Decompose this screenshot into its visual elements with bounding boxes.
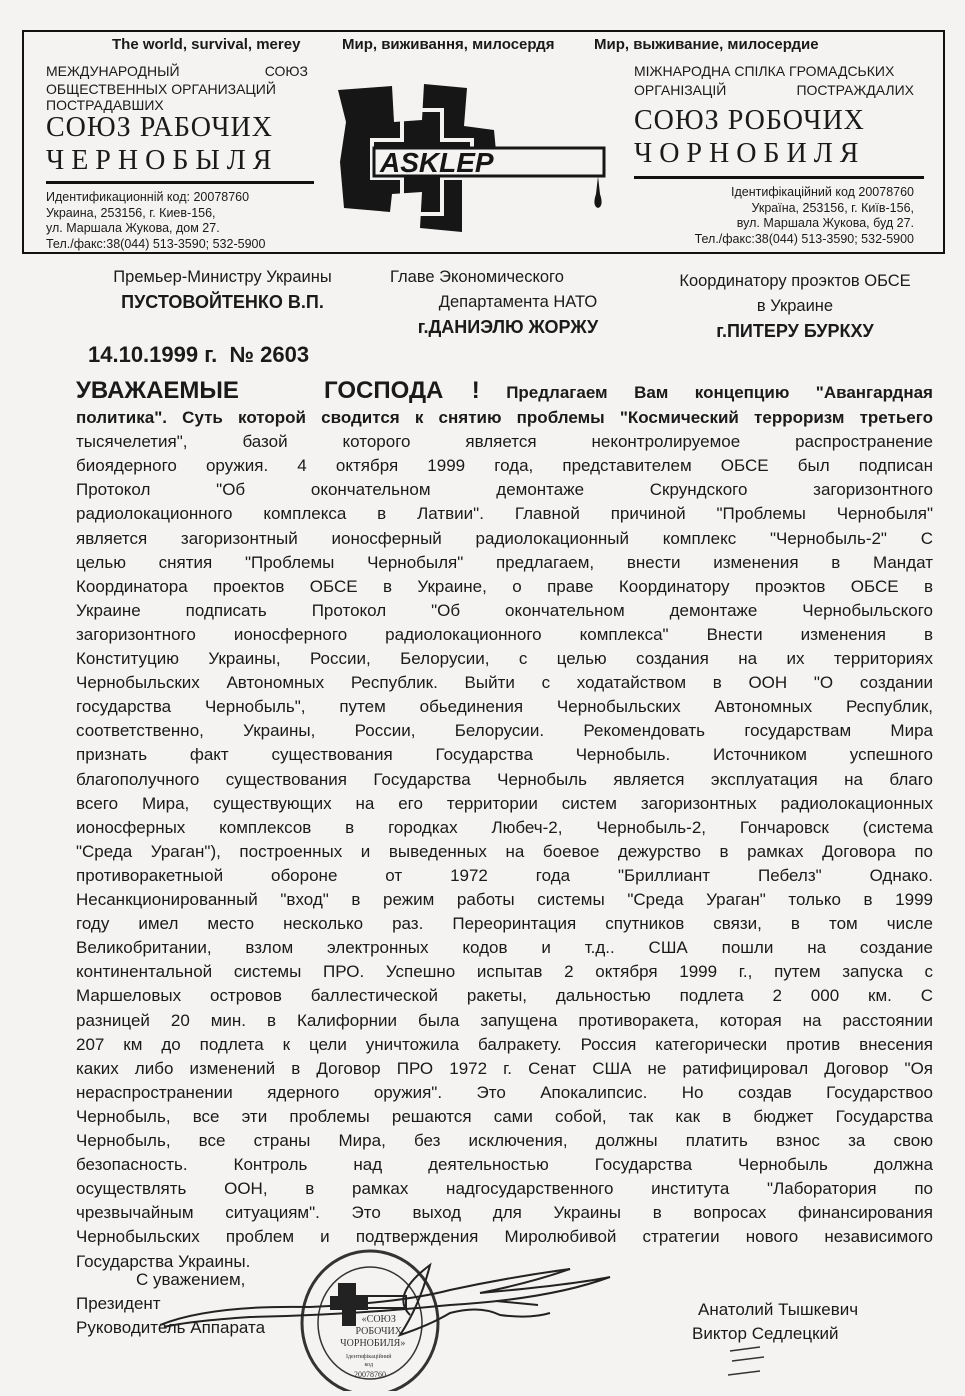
address-line: вул. Маршала Жукова, буд 27. bbox=[736, 216, 914, 230]
body-line: нераспространении ядерного оружия". Это Апокалипсис. Но создав Государствоо bbox=[76, 1082, 933, 1102]
org-type: МІЖНАРОДНА СПІЛКА ГРОМАДСЬКИХ bbox=[634, 63, 895, 79]
org-type: ПОСТРАДАВШИХ bbox=[46, 97, 164, 113]
initials-mark bbox=[720, 1345, 780, 1385]
logo-text: ASKLEP bbox=[380, 147, 494, 178]
date-and-number: 14.10.1999 г. № 2603 bbox=[88, 342, 310, 367]
org-type: МЕЖДУНАРОДНЫЙ bbox=[46, 63, 180, 79]
body-text: Предлагаем Вам концепцию "Авангардная bbox=[506, 383, 933, 402]
right-org-block bbox=[634, 62, 914, 247]
address-line: Тел./факс:38(044) 513-3590; 532-5900 bbox=[694, 231, 914, 246]
recipient-name: г.ДАНИЭЛЮ ЖОРЖУ bbox=[417, 317, 599, 337]
body-line: радиолокационного комплекса в Латвии". Главной причиной "Проблемы Чернобыля" bbox=[76, 504, 933, 524]
greeting: УВАЖАЕМЫЕ ГОСПОДА ! bbox=[76, 377, 480, 404]
recipient-title: в Украине bbox=[756, 297, 834, 315]
recipient-title: Премьер-Министру Украины bbox=[113, 268, 332, 286]
address-line: Идентификационній код: 20078760 bbox=[46, 190, 250, 204]
asklep-logo bbox=[332, 82, 612, 232]
org-type: ПОСТРАЖДАЛИХ bbox=[796, 82, 914, 98]
address-line: ул. Маршала Жукова, дом 27. bbox=[46, 221, 220, 235]
body-line: загоризонтного ионосферного радиолокационного комплекса" Внести изменения в bbox=[76, 624, 933, 644]
body-line: году имел место несколько раз. Переоринтация спутников связи, в том числе bbox=[76, 914, 933, 934]
body-line: Великобритании, взлом электронных кодов и т.д.. США пошли на создание bbox=[76, 938, 933, 958]
svg-text:«СОЮЗ РОБОЧИХ ЧОРН: «СОЮЗ РОБОЧИХ ЧОРНОБИЛЯ» Ідентифікаційний код 20078760 bbox=[340, 1314, 406, 1379]
letterhead bbox=[22, 30, 945, 254]
body-line: целью снятия "Проблемы Чернобыля" предлагаем, внести изменения в Мандат bbox=[76, 552, 933, 572]
motto-ua: Мир, виживання, милосердя bbox=[342, 36, 555, 53]
motto-ru: Мир, выживание, милосердие bbox=[594, 36, 819, 53]
recipient-prime-minister bbox=[80, 265, 365, 316]
recipient-name: г.ПИТЕРУ БУРКХУ bbox=[716, 321, 874, 341]
divider bbox=[46, 181, 314, 184]
body-line: Чернобыльских Автономных Республик. Выйти с ходатайством в ООН "О создании bbox=[76, 673, 933, 693]
body-line: безопасность. Контроль над деятельностью Государства Чернобыль должна bbox=[76, 1155, 933, 1175]
recipient-title: Координатору проэктов ОБСЕ bbox=[679, 272, 911, 290]
signatory-title: Президент bbox=[76, 1294, 161, 1313]
recipient-osce bbox=[650, 269, 940, 345]
signatory-name: Анатолий Тышкевич bbox=[698, 1300, 859, 1319]
body-line: признать факт существования Государства Чернобыль. Источником успешного bbox=[76, 745, 933, 765]
body-first-line bbox=[76, 376, 933, 406]
body-line: Украине подписать Протокол "Об окончательном демонтаже Чернобыльского bbox=[76, 600, 933, 620]
body-line: биоядерного оружия. 4 октября 1999 года, представителем ОБСЕ был подписан bbox=[76, 456, 933, 476]
body-line: политика". Суть которой сводится к снятию проблемы "Космический терроризм третьего bbox=[76, 408, 933, 427]
org-name: ЧЕРНОБЫЛЯ bbox=[46, 145, 279, 176]
body-line: Протокол "Об окончательном демонтаже Скрундского загоризонтного bbox=[76, 480, 933, 500]
body-line: соответственно, Украины, России, Белорусии. Рекомендовать государствам Мира bbox=[76, 721, 933, 741]
body-line: Несанкционированный "вход" в режим работы системы "Среда Ураган" только в 1999 bbox=[76, 890, 933, 909]
body-line: государства Чернобыль", путем обьединения Чернобыльских Автономных Республик, bbox=[76, 697, 933, 717]
body-line: Чернобыль, все эти проблемы решаются сами собой, так как в бюджет Государства bbox=[76, 1106, 933, 1126]
body-line: Чернобыльских проблем и подтверждения Миролюбивой стратегии нового независимого bbox=[76, 1227, 933, 1247]
org-name: СОЮЗ РАБОЧИХ bbox=[46, 112, 273, 143]
address-line: Тел./факс:38(044) 513-3590; 532-5900 bbox=[46, 236, 266, 251]
address bbox=[46, 190, 308, 252]
recipient-name: ПУСТОВОЙТЕНКО В.П. bbox=[121, 292, 324, 312]
address-line: Україна, 253156, г. Київ-156, bbox=[751, 200, 914, 215]
signatures bbox=[150, 1255, 650, 1365]
signatory-name: Виктор Седлецкий bbox=[692, 1324, 839, 1343]
signatory-title: Руководитель Аппарата bbox=[76, 1318, 266, 1337]
recipient-nato bbox=[388, 265, 628, 341]
address bbox=[634, 185, 914, 247]
body-line: разницей 20 мин. в Калифорнии была запущена противоракета, которая на расстоянии bbox=[76, 1010, 933, 1030]
body-line: ионосферных комплексов в городках Любеч-2, Чернобыль-2, Гончаровск (система bbox=[76, 817, 933, 837]
org-type: ОБЩЕСТВЕННЫХ ОРГАНИЗАЦИЙ bbox=[46, 81, 276, 97]
org-type: СОЮЗ bbox=[264, 63, 308, 79]
address-line: Украина, 253156, г. Киев-156, bbox=[46, 205, 216, 220]
body-line: Государства Украины. bbox=[76, 1251, 251, 1271]
body-line: континентальной системы ПРО. Успешно испытав 2 октября 1999 г., путем запуска с bbox=[76, 962, 933, 982]
body-line: "Среда Ураган"), построенных и выведенных на боевое дежурство в рамках Договора по bbox=[76, 841, 933, 861]
left-org-block bbox=[46, 62, 308, 252]
org-name: ЧОРНОБИЛЯ bbox=[634, 138, 866, 169]
org-type: ОРГАНІЗАЦІЙ bbox=[634, 82, 727, 98]
body-line: Координатора проектов ОБСЕ в Украине, о праве Координатору проэктов ОБСЕ в bbox=[76, 576, 933, 596]
body-line: Конституцию Украины, России, Белорусии, с целью создания на их территориях bbox=[76, 649, 933, 668]
body-line: тысячелетия", базой которого является неконтролируемое распространение bbox=[76, 432, 933, 452]
motto-en: The world, survival, merey bbox=[112, 36, 301, 53]
body-line: Чернобыль, все страны Мира, без исключения, должны платить взнос за свою bbox=[76, 1131, 933, 1150]
recipient-title: Департамента НАТО bbox=[438, 293, 598, 311]
recipient-title: Главе Экономического bbox=[390, 268, 564, 286]
body-line: благополучного существования Государства Чернобыль является эксплуатация на благо bbox=[76, 769, 933, 789]
body-line: всего Мира, существующих на его территории систем загоризонтных радиолокационных bbox=[76, 793, 933, 813]
body-line: противоракетныой обороне от 1972 года "Бриллиант Пебелз" Однако. bbox=[76, 865, 933, 885]
body-line: чрезвычайным ситуациям". Это выход для Украины в вопросах финансирования bbox=[76, 1203, 933, 1223]
closing: С уважением, bbox=[136, 1270, 246, 1289]
body-line: осуществлять ООН, в рамках надгосударственного института "Лаборатория по bbox=[76, 1179, 933, 1199]
divider bbox=[634, 176, 924, 179]
address-line: Ідентифікаційний код 20078760 bbox=[730, 185, 914, 199]
body-line: каких либо изменений в Договор ПРО 1972 г. Сенат США не ратифицировал Договор "Оя bbox=[76, 1058, 933, 1078]
org-name: СОЮЗ РОБОЧИХ bbox=[634, 105, 865, 136]
body-line: является загоризонтный ионосферный радиолокационный комплекс "Чернобыль-2" С bbox=[76, 528, 933, 548]
body-line: 207 км до подлета к цели уничтожила балракету. Россия категорически против внесения bbox=[76, 1034, 933, 1054]
body-line: Маршеловых островов баллестической ракеты, дальностью подлета 2 000 км. С bbox=[76, 986, 933, 1006]
